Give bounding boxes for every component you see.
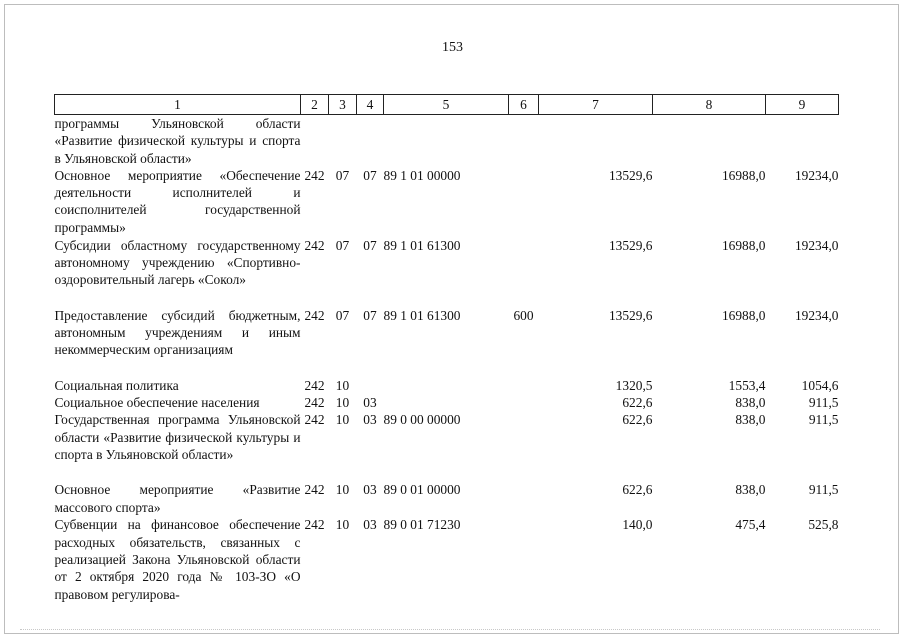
cell-col9: 911,5 bbox=[808, 482, 839, 498]
table-row bbox=[55, 115, 839, 167]
cell-col5 bbox=[384, 377, 509, 394]
header-cell: 8 bbox=[653, 95, 766, 115]
cell-col8: 838,0 bbox=[735, 395, 766, 411]
cell-col5 bbox=[384, 394, 509, 411]
cell-col4 bbox=[357, 115, 384, 167]
header-cell: 1 bbox=[55, 95, 301, 115]
cell-col9: 19234,0 bbox=[794, 237, 839, 253]
cell-col2: 242 bbox=[304, 517, 325, 533]
cell-col4: 03 bbox=[363, 517, 377, 533]
table-row bbox=[55, 481, 839, 516]
table-row bbox=[55, 167, 839, 237]
cell-col2: 242 bbox=[304, 237, 325, 253]
cell-col9 bbox=[766, 115, 839, 167]
cell-col7: 13529,6 bbox=[608, 167, 653, 183]
table-row bbox=[55, 377, 839, 394]
cell-col7: 13529,6 bbox=[608, 237, 653, 253]
cell-col5: 89 0 01 71230 bbox=[383, 517, 461, 533]
header-row bbox=[55, 95, 839, 115]
cell-col6 bbox=[509, 481, 539, 516]
cell-col6 bbox=[509, 237, 539, 307]
cell-col2: 242 bbox=[304, 482, 325, 498]
row-name: Государственная программа Ульяновской области «Развитие физической культуры и спорта в Ульяновской области» bbox=[54, 412, 301, 463]
cell-col7: 140,0 bbox=[622, 517, 653, 533]
cell-col5: 89 0 00 00000 bbox=[383, 412, 461, 428]
cell-col8 bbox=[653, 115, 766, 167]
cell-col6 bbox=[509, 516, 539, 603]
cell-col9: 911,5 bbox=[808, 412, 839, 428]
cell-col4: 03 bbox=[363, 412, 377, 428]
row-name: Основное мероприятие «Обеспечение деятельности исполнителей и соисполнителей государственной программы» bbox=[54, 167, 301, 235]
cell-col7: 622,6 bbox=[622, 395, 653, 411]
cell-col3: 10 bbox=[335, 412, 350, 428]
cell-col8: 838,0 bbox=[735, 412, 766, 428]
cell-col9: 1054,6 bbox=[801, 377, 839, 393]
cell-col6 bbox=[509, 377, 539, 394]
table-row bbox=[55, 411, 839, 481]
cell-col2: 242 bbox=[304, 412, 325, 428]
row-name: Предоставление субсидий бюджетным, автономным учреждениям и иным некоммерческим организациям bbox=[54, 307, 301, 358]
cell-col8: 16988,0 bbox=[721, 307, 766, 323]
cell-col6 bbox=[509, 115, 539, 167]
cell-col9: 19234,0 bbox=[794, 307, 839, 323]
cell-col8: 475,4 bbox=[735, 517, 766, 533]
cell-col4: 03 bbox=[363, 482, 377, 498]
row-name: программы Ульяновской области «Развитие физической культуры и спорта в Ульяновской области» bbox=[54, 116, 301, 166]
cell-col5: 89 0 01 00000 bbox=[383, 482, 461, 498]
cell-col5: 89 1 01 61300 bbox=[383, 307, 461, 323]
header-cell: 9 bbox=[766, 95, 839, 115]
cell-col7: 622,6 bbox=[622, 482, 653, 498]
cell-col7: 13529,6 bbox=[608, 307, 653, 323]
scan-edge-line bbox=[20, 629, 880, 630]
page-number: 153 bbox=[442, 40, 463, 55]
cell-col3: 07 bbox=[335, 167, 350, 183]
cell-col2: 242 bbox=[304, 395, 325, 411]
table-row bbox=[55, 237, 839, 307]
cell-col6: 600 bbox=[513, 307, 534, 323]
header-cell: 2 bbox=[301, 95, 329, 115]
cell-col7: 1320,5 bbox=[615, 377, 653, 393]
cell-col2: 242 bbox=[304, 377, 325, 393]
cell-col8: 1553,4 bbox=[728, 377, 766, 393]
row-name: Основное мероприятие «Развитие массового спорта» bbox=[54, 482, 301, 515]
row-name: Субсидии областному государственному автономному учреждению «Спортивно-оздоровительный лагерь «Сокол» bbox=[54, 237, 301, 288]
cell-col8: 16988,0 bbox=[721, 167, 766, 183]
cell-col5: 89 1 01 00000 bbox=[383, 167, 461, 183]
cell-col3: 10 bbox=[335, 395, 350, 411]
cell-col5 bbox=[384, 115, 509, 167]
header-cell: 7 bbox=[539, 95, 653, 115]
row-name: Социальное обеспечение населения bbox=[54, 395, 260, 411]
cell-col2 bbox=[301, 115, 329, 167]
cell-col9: 911,5 bbox=[808, 395, 839, 411]
cell-col3 bbox=[329, 115, 357, 167]
header-cell: 3 bbox=[329, 95, 357, 115]
cell-col3: 10 bbox=[335, 517, 350, 533]
row-name: Социальная политика bbox=[54, 377, 179, 393]
cell-col4: 07 bbox=[363, 237, 377, 253]
cell-col4 bbox=[357, 377, 384, 394]
cell-col8: 16988,0 bbox=[721, 237, 766, 253]
cell-col4: 03 bbox=[363, 395, 377, 411]
budget-table bbox=[54, 94, 839, 603]
cell-col4: 07 bbox=[363, 167, 377, 183]
cell-col6 bbox=[509, 411, 539, 481]
cell-col8: 838,0 bbox=[735, 482, 766, 498]
cell-col3: 10 bbox=[335, 377, 350, 393]
cell-col5: 89 1 01 61300 bbox=[383, 237, 461, 253]
cell-col3: 07 bbox=[335, 307, 350, 323]
cell-col6 bbox=[509, 394, 539, 411]
cell-col2: 242 bbox=[304, 307, 325, 323]
cell-col3: 07 bbox=[335, 237, 350, 253]
table-row bbox=[55, 516, 839, 603]
cell-col7: 622,6 bbox=[622, 412, 653, 428]
header-cell: 6 bbox=[509, 95, 539, 115]
cell-col4: 07 bbox=[363, 307, 377, 323]
cell-col9: 19234,0 bbox=[794, 167, 839, 183]
header-cell: 4 bbox=[357, 95, 384, 115]
cell-col7 bbox=[539, 115, 653, 167]
cell-col6 bbox=[509, 167, 539, 237]
table-row bbox=[55, 307, 839, 377]
header-cell: 5 bbox=[384, 95, 509, 115]
cell-col9: 525,8 bbox=[808, 517, 839, 533]
row-name: Субвенции на финансовое обеспечение расходных обязательств, связанных с реализацией Закона Ульяновской области от 2 октября 2020 года № 103-ЗО «О правовом регулирова- bbox=[54, 517, 301, 602]
cell-col3: 10 bbox=[335, 482, 350, 498]
table-row bbox=[55, 394, 839, 411]
cell-col2: 242 bbox=[304, 167, 325, 183]
